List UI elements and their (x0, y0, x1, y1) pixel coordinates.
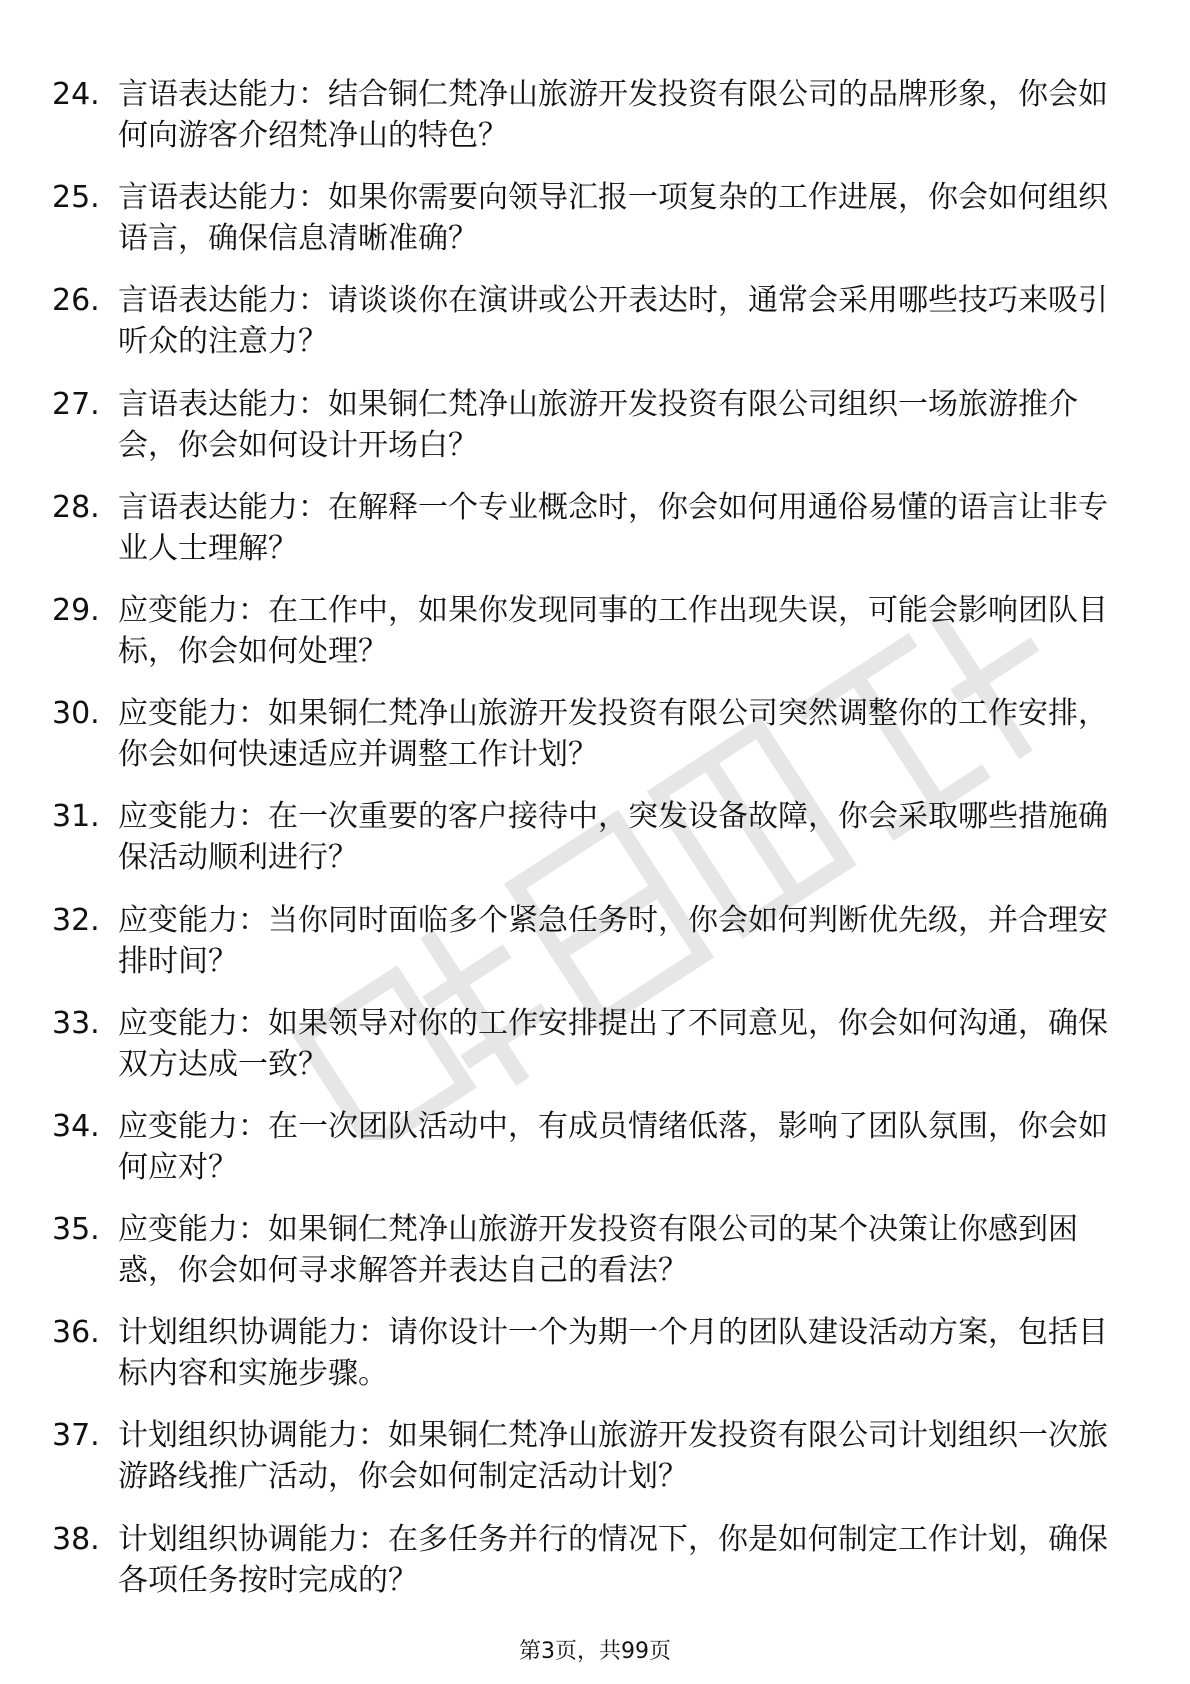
question-text: 言语表达能力：如果你需要向领导汇报一项复杂的工作进展，你会如何组织语言，确保信息清晰准确？ (118, 180, 1108, 257)
question-text: 言语表达能力：如果铜仁梵净山旅游开发投资有限公司组织一场旅游推介会，你会如何设计开场白？ (118, 386, 1078, 463)
question-text: 应变能力：如果铜仁梵净山旅游开发投资有限公司的某个决策让你感到困惑，你会如何寻求解答并表达自己的看法？ (118, 1212, 1078, 1289)
question-number: 34. (52, 1108, 100, 1144)
question-item (52, 1209, 1132, 1291)
question-item (52, 1106, 1132, 1188)
question-number: 30. (52, 696, 100, 732)
question-number: 36. (52, 1315, 100, 1351)
question-number: 38. (52, 1521, 100, 1557)
question-item (52, 280, 1132, 362)
question-number: 26. (52, 283, 100, 319)
question-item (52, 1003, 1132, 1085)
question-number: 33. (52, 1005, 100, 1041)
question-text: 应变能力：在工作中，如果你发现同事的工作出现失误，可能会影响团队目标，你会如何处理？ (118, 592, 1108, 669)
question-item (52, 590, 1132, 672)
question-number: 24. (52, 77, 100, 112)
question-item (52, 74, 1132, 156)
question-text: 应变能力：当你同时面临多个紧急任务时，你会如何判断优先级，并合理安排时间？ (118, 902, 1108, 979)
question-number: 29. (52, 592, 100, 628)
question-list (52, 74, 1132, 1622)
page-number-footer: 第3页，共99页 (519, 1639, 671, 1664)
question-text: 计划组织协调能力：请你设计一个为期一个月的团队建设活动方案，包括目标内容和实施步骤。 (118, 1315, 1108, 1392)
question-text: 计划组织协调能力：在多任务并行的情况下，你是如何制定工作计划，确保各项任务按时完成的？ (118, 1521, 1108, 1598)
question-item (52, 1519, 1132, 1601)
question-item (52, 1415, 1132, 1497)
question-item (52, 1312, 1132, 1394)
question-number: 37. (52, 1418, 100, 1454)
question-text: 言语表达能力：在解释一个专业概念时，你会如何用通俗易懂的语言让非专业人士理解？ (118, 489, 1108, 566)
question-number: 28. (52, 489, 100, 525)
question-number: 25. (52, 180, 100, 216)
question-item (52, 796, 1132, 878)
question-text: 言语表达能力：结合铜仁梵净山旅游开发投资有限公司的品牌形象，你会如何向游客介绍梵净山的特色？ (118, 77, 1108, 153)
question-number: 35. (52, 1212, 100, 1248)
question-text: 应变能力：在一次团队活动中，有成员情绪低落，影响了团队氛围，你会如何应对？ (118, 1108, 1108, 1185)
question-number: 32. (52, 902, 100, 938)
question-item (52, 177, 1132, 259)
question-number: 27. (52, 386, 100, 422)
question-text: 应变能力：在一次重要的客户接待中，突发设备故障，你会采取哪些措施确保活动顺利进行？ (118, 799, 1108, 876)
question-number: 31. (52, 799, 100, 835)
question-item (52, 693, 1132, 775)
question-text: 应变能力：如果领导对你的工作安排提出了不同意见，你会如何沟通，确保双方达成一致？ (118, 1005, 1108, 1082)
question-item (52, 384, 1132, 466)
question-text: 计划组织协调能力：如果铜仁梵净山旅游开发投资有限公司计划组织一次旅游路线推广活动，你会如何制定活动计划？ (118, 1418, 1108, 1495)
question-text: 言语表达能力：请谈谈你在演讲或公开表达时，通常会采用哪些技巧来吸引听众的注意力？ (118, 283, 1108, 360)
question-item (52, 487, 1132, 569)
question-item (52, 900, 1132, 982)
question-text: 应变能力：如果铜仁梵净山旅游开发投资有限公司突然调整你的工作安排，你会如何快速适应并调整工作计划？ (118, 696, 1108, 773)
